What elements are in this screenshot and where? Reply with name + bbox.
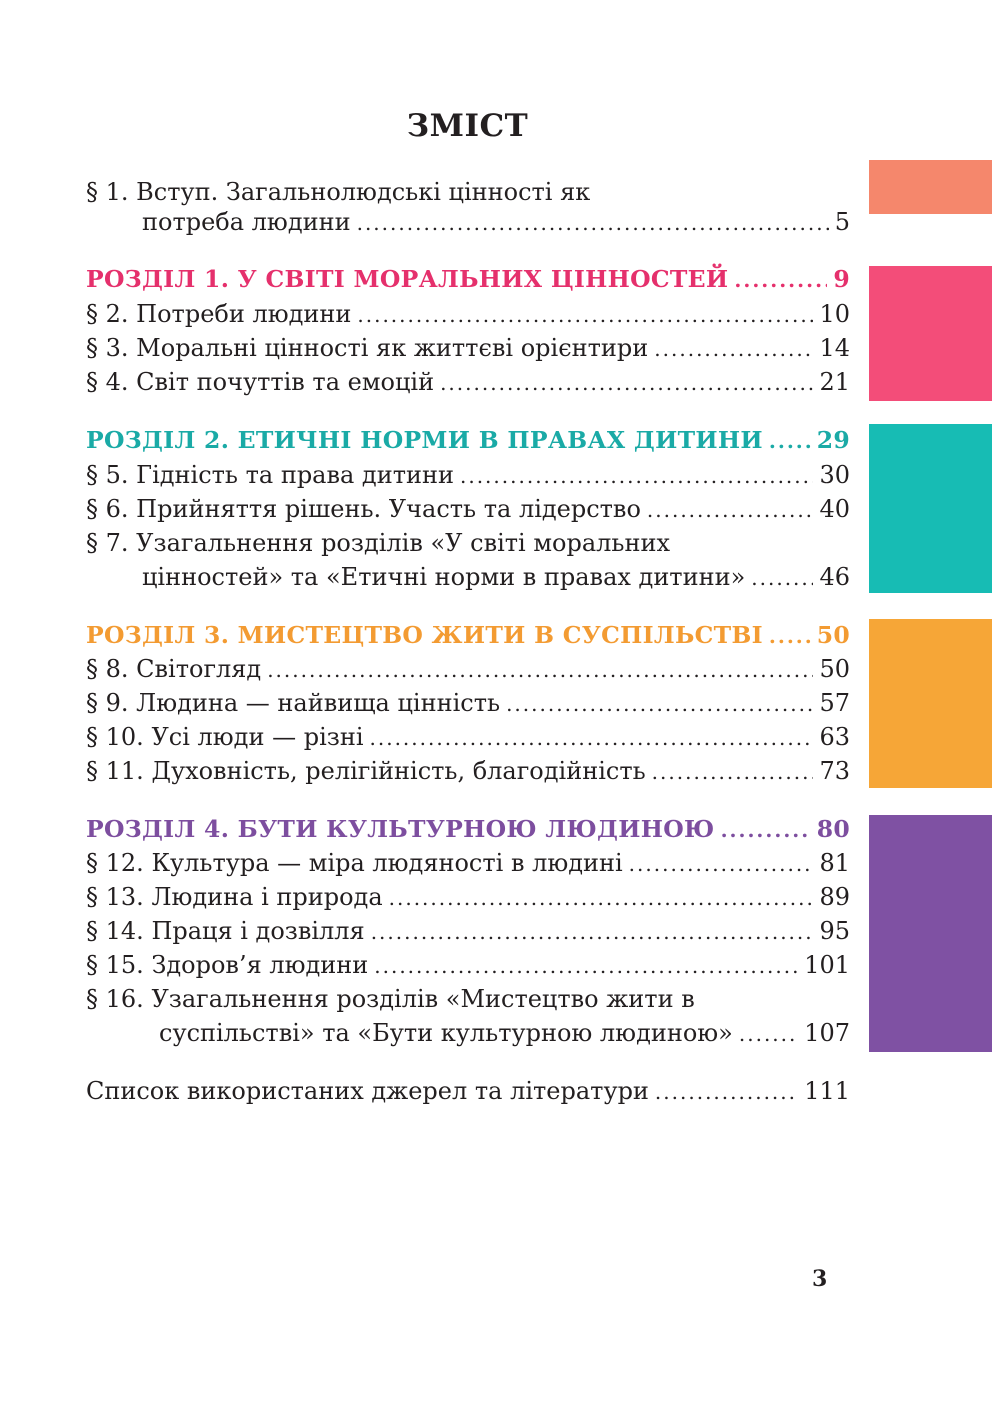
- entry-title-cont: цінностей» та «Етичні норми в правах дитини»: [142, 563, 746, 591]
- chapter-3-color-tab: [869, 619, 992, 788]
- intro-color-tab: [869, 160, 992, 214]
- toc-entry-7-line1[interactable]: [86, 526, 670, 560]
- entry-page: 50: [819, 655, 850, 683]
- entry-page: 10: [819, 300, 850, 328]
- entry-page: 30: [819, 461, 850, 489]
- entry-number: § 15.: [86, 951, 144, 979]
- leader-dots: [739, 1017, 798, 1051]
- chapter-page: 9: [833, 265, 850, 293]
- entry-title: Узагальнення розділів «У світі моральних: [136, 529, 670, 557]
- entry-title: Культура — міра людяності в людині: [151, 849, 623, 877]
- toc-entry-14[interactable]: [86, 914, 850, 948]
- entry-number: § 14.: [86, 917, 144, 945]
- toc-entry-2[interactable]: [86, 297, 850, 331]
- toc-entry-6[interactable]: [86, 492, 850, 526]
- leader-dots: [357, 206, 829, 240]
- toc-entry-3[interactable]: [86, 331, 850, 365]
- entry-title: Гідність та права дитини: [136, 461, 454, 489]
- entry-page: 101: [804, 951, 850, 979]
- toc-entry-16-line2[interactable]: [159, 1016, 850, 1050]
- chapter-1-heading[interactable]: [86, 262, 850, 296]
- leader-dots: [440, 366, 813, 400]
- entry-title-cont: потреба людини: [142, 208, 351, 236]
- entry-title: Усі люди — різні: [151, 723, 364, 751]
- toc-entry-13[interactable]: [86, 880, 850, 914]
- toc-entry-8[interactable]: [86, 652, 850, 686]
- entry-page: 21: [819, 368, 850, 396]
- entry-number: § 8.: [86, 655, 129, 683]
- toc-entry-1-line2[interactable]: [142, 205, 850, 239]
- leader-dots: [652, 755, 814, 789]
- entry-number: § 7.: [86, 529, 129, 557]
- toc-entry-5[interactable]: [86, 458, 850, 492]
- leader-dots: [769, 424, 811, 458]
- entry-page: 5: [834, 208, 850, 236]
- chapter-2-color-tab: [869, 424, 992, 593]
- entry-title: Духовність, релігійність, благодійність: [151, 757, 646, 785]
- leader-dots: [721, 813, 811, 847]
- chapter-title: РОЗДІЛ 4. БУТИ КУЛЬТУРНОЮ ЛЮДИНОЮ: [86, 815, 715, 843]
- chapter-1-color-tab: [869, 266, 992, 401]
- leader-dots: [654, 332, 813, 366]
- toc-entry-10[interactable]: [86, 720, 850, 754]
- toc-entry-15[interactable]: [86, 948, 850, 982]
- entry-title: Праця і дозвілля: [151, 917, 365, 945]
- entry-page: 40: [819, 495, 850, 523]
- chapter-4-color-tab: [869, 815, 992, 1052]
- entry-title: Людина — найвища цінність: [136, 689, 501, 717]
- toc-entry-11[interactable]: [86, 754, 850, 788]
- entry-number: § 11.: [86, 757, 144, 785]
- entry-number: § 6.: [86, 495, 129, 523]
- leader-dots: [751, 561, 813, 595]
- toc-entry-7-line2[interactable]: [142, 560, 850, 594]
- entry-page: 89: [819, 883, 850, 911]
- chapter-title: РОЗДІЛ 3. МИСТЕЦТВО ЖИТИ В СУСПІЛЬСТВІ: [86, 621, 763, 649]
- entry-page: 46: [819, 563, 850, 591]
- toc-entry-4[interactable]: [86, 365, 850, 399]
- leader-dots: [629, 847, 814, 881]
- entry-page: 111: [804, 1077, 850, 1105]
- entry-number: § 1.: [86, 178, 129, 206]
- leader-dots: [267, 653, 813, 687]
- entry-page: 57: [819, 689, 850, 717]
- entry-title: Світогляд: [136, 655, 262, 683]
- entry-number: § 2.: [86, 300, 129, 328]
- leader-dots: [371, 915, 814, 949]
- entry-page: 14: [819, 334, 850, 362]
- page-number: 3: [812, 1266, 828, 1292]
- chapter-title: РОЗДІЛ 1. У СВІТІ МОРАЛЬНИХ ЦІННОСТЕЙ: [86, 265, 729, 293]
- entry-page: 81: [819, 849, 850, 877]
- entry-page: 95: [819, 917, 850, 945]
- toc-entry-12[interactable]: [86, 846, 850, 880]
- entry-number: § 12.: [86, 849, 144, 877]
- leader-dots: [734, 263, 827, 297]
- entry-title: Людина і природа: [151, 883, 383, 911]
- chapter-page: 80: [816, 815, 850, 843]
- entry-title: Здоров’я людини: [151, 951, 369, 979]
- toc-entry-1-line1[interactable]: [86, 175, 590, 209]
- entry-page: 73: [819, 757, 850, 785]
- entry-number: § 13.: [86, 883, 144, 911]
- leader-dots: [655, 1075, 798, 1109]
- chapter-4-heading[interactable]: [86, 812, 850, 846]
- entry-number: § 4.: [86, 368, 129, 396]
- chapter-page: 29: [816, 426, 850, 454]
- entry-page: 107: [804, 1019, 850, 1047]
- leader-dots: [460, 459, 813, 493]
- chapter-2-heading[interactable]: [86, 423, 850, 457]
- entry-page: 63: [819, 723, 850, 751]
- entry-title: Вступ. Загальнолюдські цінності як: [136, 178, 591, 206]
- leader-dots: [647, 493, 814, 527]
- entry-title: Світ почуттів та емоцій: [136, 368, 435, 396]
- entry-number: § 9.: [86, 689, 129, 717]
- leader-dots: [370, 721, 814, 755]
- chapter-page: 50: [816, 621, 850, 649]
- leader-dots: [769, 619, 811, 653]
- chapter-3-heading[interactable]: [86, 618, 850, 652]
- leader-dots: [389, 881, 814, 915]
- leader-dots: [506, 687, 813, 721]
- entry-number: § 3.: [86, 334, 129, 362]
- toc-entry-9[interactable]: [86, 686, 850, 720]
- entry-title: Моральні цінності як життєві орієнтири: [136, 334, 649, 362]
- entry-title: Список використаних джерел та літератури: [86, 1077, 649, 1105]
- entry-number: § 10.: [86, 723, 144, 751]
- entry-title: Прийняття рішень. Участь та лідерство: [136, 495, 641, 523]
- entry-number: § 5.: [86, 461, 129, 489]
- chapter-title: РОЗДІЛ 2. ЕТИЧНІ НОРМИ В ПРАВАХ ДИТИНИ: [86, 426, 763, 454]
- entry-title: Узагальнення розділів «Мистецтво жити в: [151, 985, 695, 1013]
- entry-title-cont: суспільстві» та «Бути культурною людиною»: [159, 1019, 733, 1047]
- toc-references[interactable]: [86, 1074, 850, 1108]
- leader-dots: [357, 298, 813, 332]
- page-title: ЗМІСТ: [406, 108, 529, 144]
- toc-entry-16-line1[interactable]: [86, 982, 695, 1016]
- entry-title: Потреби людини: [136, 300, 352, 328]
- leader-dots: [374, 949, 798, 983]
- entry-number: § 16.: [86, 985, 144, 1013]
